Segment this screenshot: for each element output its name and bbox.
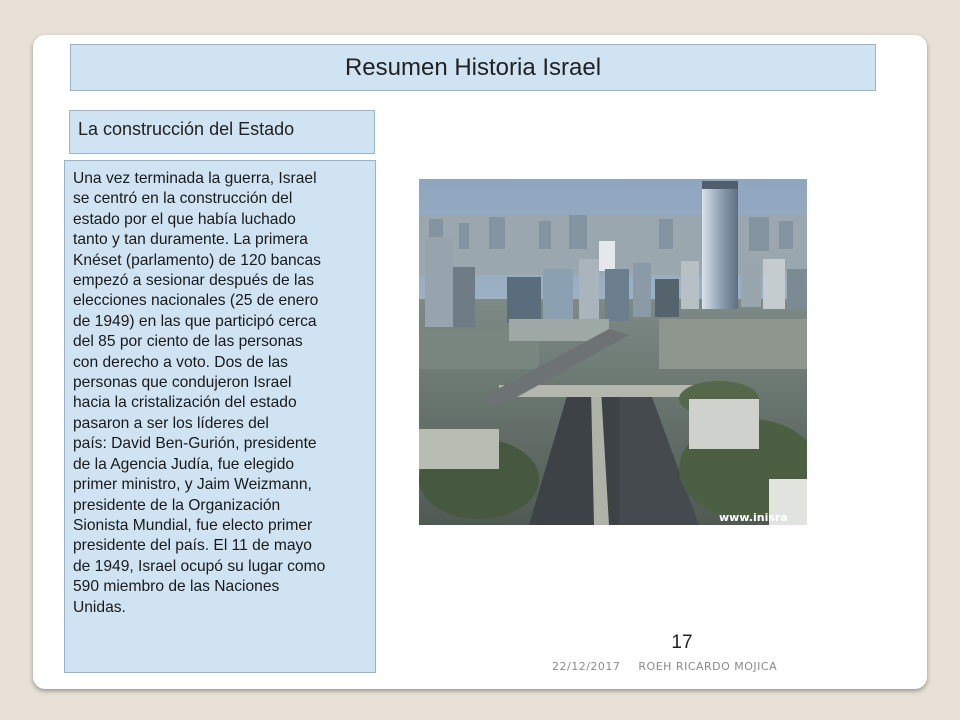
body-line: del 85 por ciento de las personas xyxy=(73,333,303,351)
body-line: Knéset (parlamento) de 120 bancas xyxy=(73,251,321,269)
slide-title: Resumen Historia Israel xyxy=(344,53,602,81)
body-line: elecciones nacionales (25 de enero xyxy=(73,292,319,310)
tel-aviv-city-photo xyxy=(419,179,807,525)
body-line: estado por el que había luchado xyxy=(73,210,296,228)
body-line: tanto y tan duramente. La primera xyxy=(73,231,308,249)
footer-author: ROEH RICARDO MOJICA xyxy=(638,660,778,673)
body-line: 590 miembro de las Naciones xyxy=(73,578,280,596)
body-paragraph xyxy=(73,169,369,618)
body-line: pasaron a ser los líderes del xyxy=(73,414,269,432)
footer-date: 22/12/2017 xyxy=(552,660,621,673)
body-line: de 1949, Israel ocupó su lugar como xyxy=(73,557,326,575)
body-line: presidente del país. El 11 de mayo xyxy=(73,537,312,555)
body-line: Unidas. xyxy=(73,598,126,616)
body-line: se centró en la construcción del xyxy=(73,190,293,208)
body-line: de la Agencia Judía, fue elegido xyxy=(73,455,295,473)
body-line: Sionista Mundial, fue electo primer xyxy=(73,516,313,534)
page-number: 17 xyxy=(671,632,693,653)
body-line: presidente de la Organización xyxy=(73,496,281,514)
title-box xyxy=(70,44,876,91)
footer xyxy=(552,660,795,673)
body-text-box xyxy=(64,160,376,673)
photo-watermark: www.inisra xyxy=(719,511,788,524)
body-line: Una vez terminada la guerra, Israel xyxy=(73,170,317,187)
section-subtitle: La construcción del Estado xyxy=(78,119,295,139)
body-line: empezó a sesionar después de las xyxy=(73,272,314,290)
body-line: de 1949) en las que participó cerca xyxy=(73,312,317,330)
body-line: primer ministro, y Jaim Weizmann, xyxy=(73,476,312,494)
body-line: personas que condujeron Israel xyxy=(73,374,292,392)
subtitle-box xyxy=(69,110,375,154)
body-line: con derecho a voto. Dos de las xyxy=(73,353,288,371)
body-line: hacia la cristalización del estado xyxy=(73,394,297,412)
body-line: país: David Ben-Gurión, presidente xyxy=(73,435,317,453)
